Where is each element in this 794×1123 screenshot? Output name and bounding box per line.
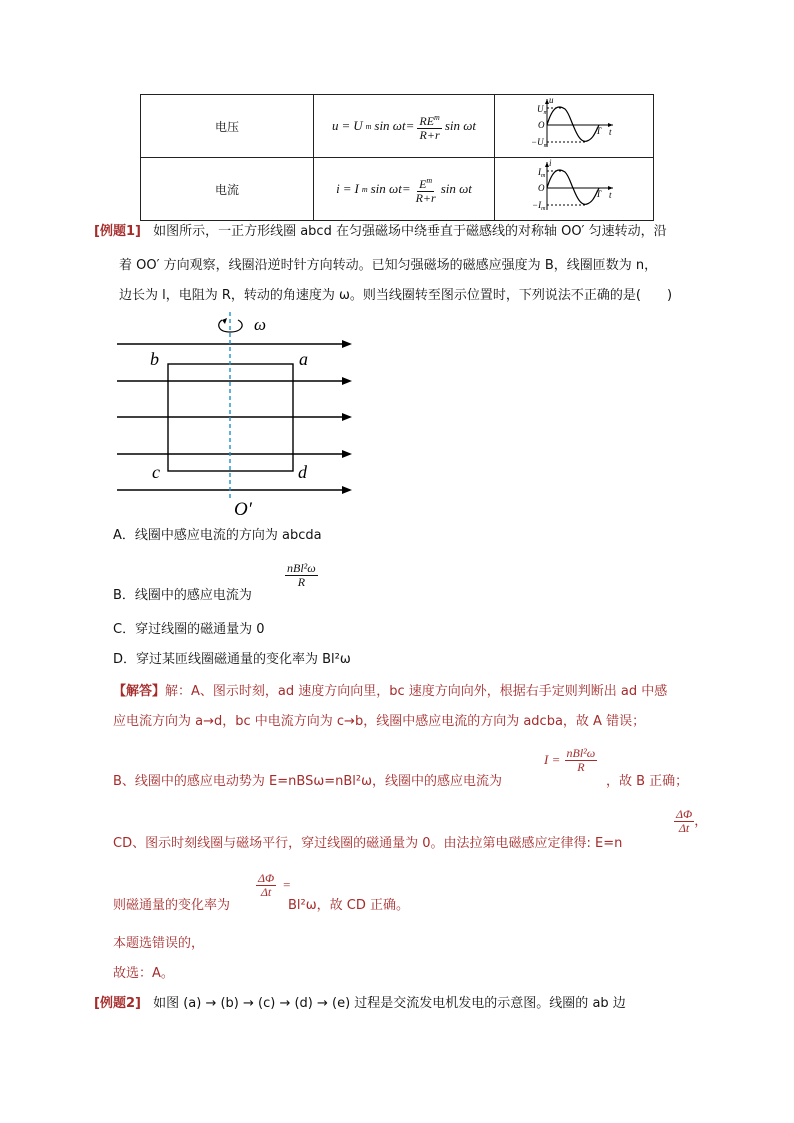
current-formula-inline: I = $\frac{\text{nBl²ω}}{R}$	[544, 746, 596, 774]
solution-line5-tail: Bl²ω，故 CD 正确。	[288, 898, 409, 913]
example-tag: [例题1]	[94, 224, 141, 239]
omega-label: ω	[254, 315, 267, 334]
current-sine-graph	[495, 158, 653, 216]
formula-table	[140, 94, 654, 221]
example1-line2: 着 OO′ 方向观察，线圈沿逆时针方向转动。已知匀强磁场的磁感应强度为 B，线圈匝数为 n，	[119, 258, 658, 273]
option-b: B．线圈中的感应电流为	[113, 588, 252, 603]
fraction: $\frac{E^m}{R+r}$	[415, 175, 436, 205]
flux-rate-formula-2: $\frac{\Delta\Phi}{\Delta t}$ =	[258, 871, 291, 899]
svg-text:T: T	[596, 126, 602, 136]
example-tag: [例题2]	[94, 996, 141, 1011]
option-b-formula: $\frac{\text{nBl²ω}}{R}$	[287, 561, 316, 589]
corner-c-label: c	[152, 462, 160, 482]
option-c: C．穿过线圈的磁通量为 0	[113, 622, 265, 637]
current-formula: i = I m sin ωt= $\frac{E^m}{R+r}$ sin ωt	[336, 175, 472, 205]
coil-diagram	[112, 310, 362, 520]
solution-line5: 则磁通量的变化率为	[113, 898, 231, 913]
axis-label: O′	[234, 499, 252, 520]
svg-text:t: t	[609, 190, 612, 200]
voltage-formula: u = U m sin ωt= $\frac{RE^m}{R+r}$ sin ωt	[331, 112, 477, 142]
flux-rate-formula: $\frac{\Delta\Phi}{\Delta t}$ ，	[676, 807, 708, 835]
solution-line4: CD、图示时刻线圈与磁场平行，穿过线圈的磁通量为 0。由法拉第电磁感应定律得: E=n	[113, 836, 623, 851]
solution-line1: 【解答】解：A、图示时刻，ad 速度方向向里，bc 速度方向向外，根据右手定则判断出 ad 中感	[113, 684, 668, 699]
option-d: D．穿过某匝线圈磁通量的变化率为 Bl²ω	[113, 652, 351, 667]
svg-text:Im: $I_m$	[538, 167, 546, 179]
svg-text:O: O	[538, 120, 545, 130]
field-arrowheads	[342, 340, 352, 494]
row-label: 电流	[214, 182, 239, 197]
svg-text:Um: $U_m$	[537, 104, 548, 116]
svg-text:O: O	[538, 183, 545, 193]
svg-text:−Im: $-I_m$	[532, 200, 546, 212]
corner-b-label: b	[150, 349, 159, 369]
solution-tag: 【解答】	[113, 684, 166, 699]
corner-d-label: d	[298, 462, 307, 482]
row-label: 电压	[214, 119, 239, 134]
svg-text:T: T	[596, 189, 602, 199]
option-a: A．线圈中感应电流的方向为 abcda	[113, 528, 322, 543]
fraction: $\frac{RE^m}{R+r}$	[419, 112, 440, 142]
svg-text:u: u	[549, 95, 554, 105]
corner-a-label: a	[299, 349, 308, 369]
svg-text:t: t	[609, 127, 612, 137]
solution-line2: 应电流方向为 a→d，bc 中电流方向为 c→b，线圈中感应电流的方向为 adcba，故 A 错误；	[113, 714, 646, 729]
solution-line6: 本题选错误的，	[113, 936, 205, 951]
voltage-sine-graph	[495, 95, 653, 153]
svg-text:i: i	[549, 158, 552, 168]
example2-line1: [例题2] 如图 (a) → (b) → (c) → (d) → (e) 过程是交流发电机发电的示意图。线圈的 ab 边	[94, 996, 626, 1011]
table-row	[141, 95, 654, 158]
solution-line3-tail: ，故 B 正确；	[606, 774, 689, 789]
solution-line7: 故选：A。	[113, 966, 174, 981]
example1-line3: 边长为 l，电阻为 R，转动的角速度为 ω。则当线圈转至图示位置时，下列说法不正确的是( )	[119, 288, 673, 303]
table-row	[141, 158, 654, 221]
svg-text:−Um: $-U_m$	[531, 137, 548, 149]
solution-line3: B、线圈中的感应电动势为 E=nBSω=nBl²ω，线圈中的感应电流为	[113, 774, 502, 789]
example1-line1: [例题1] 如图所示，一正方形线圈 abcd 在匀强磁场中绕垂直于磁感线的对称轴 OO′ 匀速转动，沿	[94, 224, 667, 239]
